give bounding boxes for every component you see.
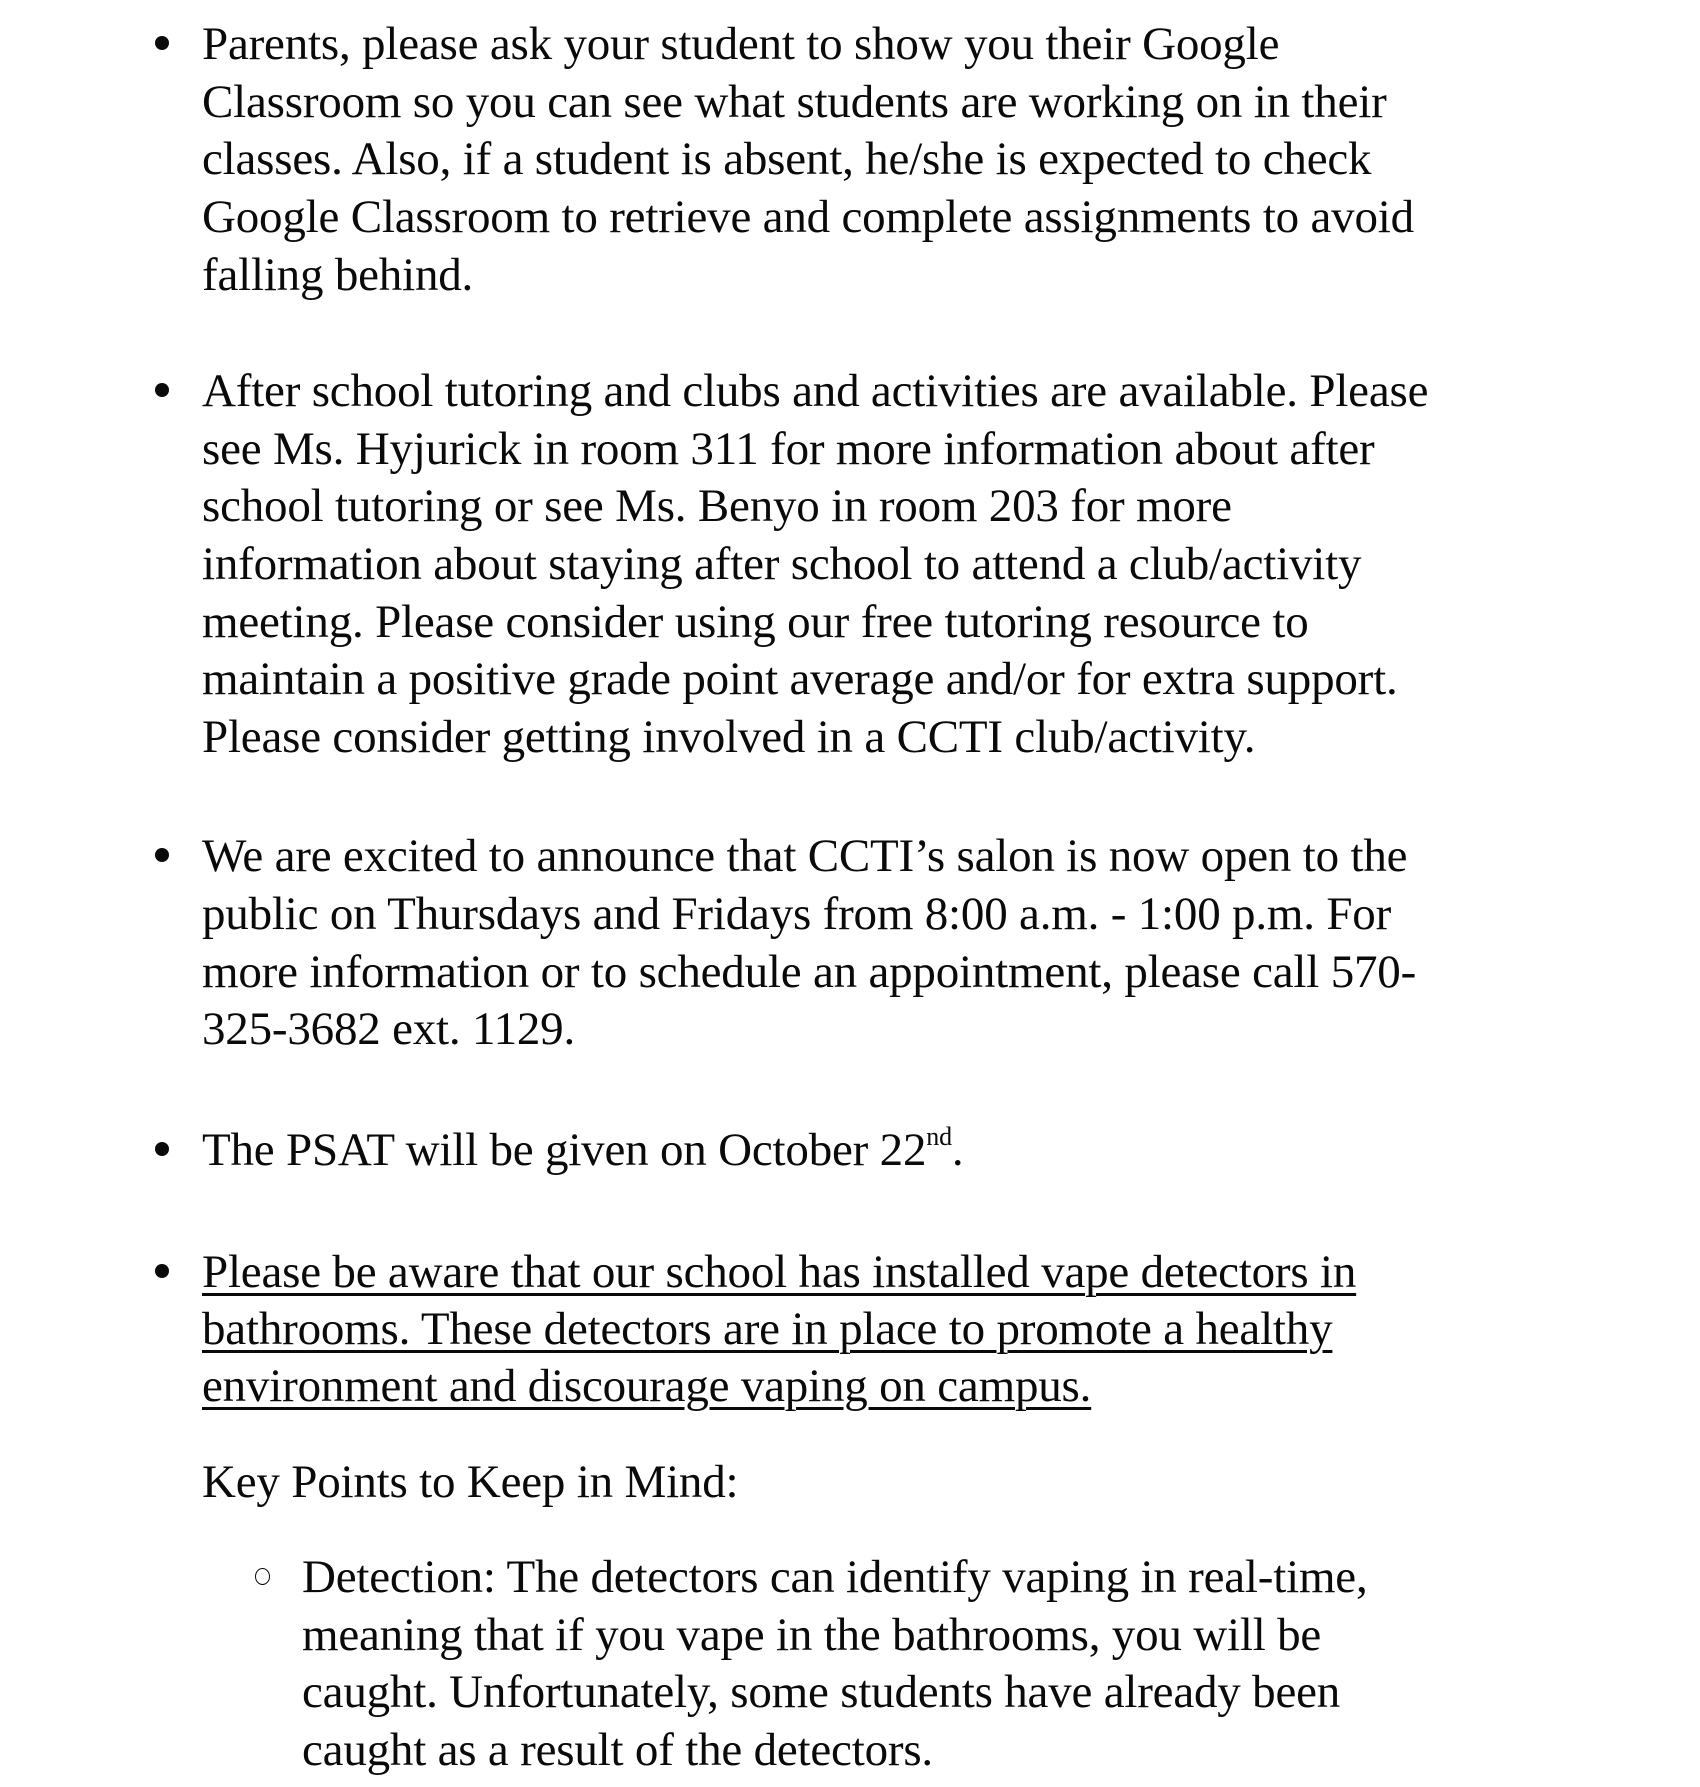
text-line: Please consider getting involved in a CCTI club/activity.: [202, 711, 1256, 763]
text-line: classes. Also, if a student is absent, he/she is expected to check: [202, 133, 1372, 185]
bullet-item-psat: [202, 1122, 964, 1176]
text-line: Detection: The detectors can identify vaping in real-time,: [302, 1551, 1368, 1603]
text-line: 325-3682 ext. 1129.: [202, 1003, 576, 1055]
psat-text: The PSAT will be given on October 22: [202, 1124, 927, 1176]
text-line: Classroom so you can see what students are working on in their: [202, 76, 1387, 128]
text-line: We are excited to announce that CCTI’s salon is now open to the: [202, 830, 1408, 882]
text-line: more information or to schedule an appointment, please call 570-: [202, 946, 1417, 998]
text-line: meeting. Please consider using our free tutoring resource to: [202, 596, 1309, 648]
bullet-icon: [155, 1142, 169, 1156]
text-line: falling behind.: [202, 249, 474, 301]
text-line: maintain a positive grade point average and/or for extra support.: [202, 653, 1398, 705]
text-line: Google Classroom to retrieve and complete assignments to avoid: [202, 191, 1414, 243]
bullet-icon: [155, 848, 169, 862]
text-line: Parents, please ask your student to show you their Google: [202, 18, 1280, 70]
text-line: public on Thursdays and Fridays from 8:00 a.m. - 1:00 p.m. For: [202, 888, 1392, 940]
text-line: After school tutoring and clubs and activities are available. Please: [202, 365, 1429, 417]
text-line: see Ms. Hyjurick in room 311 for more information about after: [202, 423, 1375, 475]
bullet-icon: [155, 1264, 169, 1278]
text-line: caught. Unfortunately, some students have already been: [302, 1666, 1341, 1718]
psat-period: .: [951, 1124, 964, 1176]
text-line: caught as a result of the detectors.: [302, 1724, 933, 1776]
hollow-circle-bullet-icon: [255, 1568, 270, 1585]
key-points-heading: Key Points to Keep in Mind:: [202, 1456, 739, 1508]
text-line: school tutoring or see Ms. Benyo in room 203 for more: [202, 480, 1232, 532]
text-line: meaning that if you vape in the bathrooms, you will be: [302, 1609, 1322, 1661]
bullet-icon: [155, 36, 169, 50]
text-line-underlined: environment and discourage vaping on campus.: [202, 1360, 1092, 1412]
bullet-icon: [155, 383, 169, 397]
ordinal-suffix: nd: [926, 1122, 952, 1151]
text-line-underlined: bathrooms. These detectors are in place to promote a healthy: [202, 1303, 1333, 1355]
text-line-underlined: Please be aware that our school has installed vape detectors in: [202, 1246, 1357, 1298]
text-line: information about staying after school to attend a club/activity: [202, 538, 1362, 590]
